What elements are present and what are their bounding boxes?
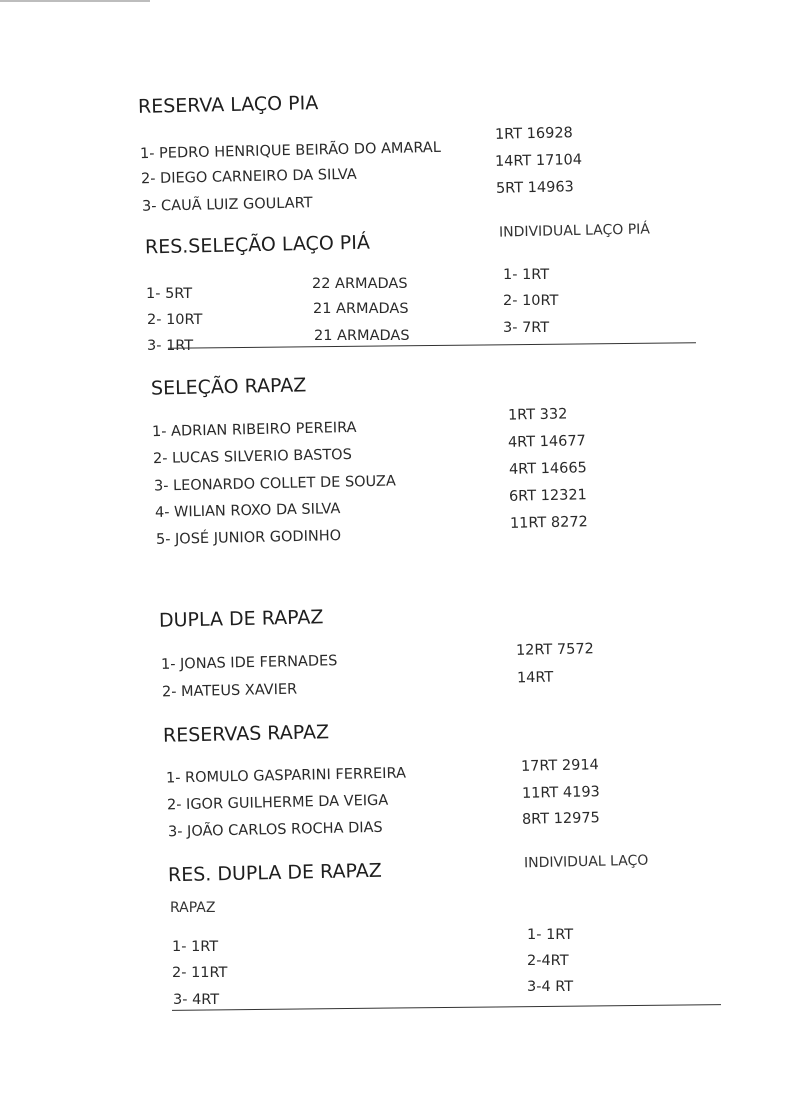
list-item: 2- 10RT [503,293,559,309]
list-item-value: 21 ARMADAS [314,328,410,344]
list-item: 3- 4RT [173,992,220,1008]
list-item: 3- CAUÃ LUIZ GOULART [141,195,313,215]
list-item-value: 17RT 2914 [520,757,599,775]
section-subtitle: RAPAZ [170,900,216,916]
list-item-value: 14RT [516,669,554,687]
section-title-individual-laco: INDIVIDUAL LAÇO [523,852,649,872]
list-item: 2- 11RT [172,965,228,981]
list-item-value: 22 ARMADAS [312,276,408,292]
scan-edge [0,0,150,2]
list-item-value: 1RT 332 [507,406,568,424]
list-item: 2- IGOR GUILHERME DA VEIGA [166,792,389,814]
list-item: 3-4 RT [527,979,574,995]
list-item: 3- JOÃO CARLOS ROCHA DIAS [167,819,383,841]
list-item: 1- ROMULO GASPARINI FERREIRA [165,765,407,787]
list-item: 3- LEONARDO COLLET DE SOUZA [153,473,396,495]
list-item-value: 6RT 12321 [508,487,587,505]
section-title-res-dupla-de-rapaz: RES. DUPLA DE RAPAZ [167,859,382,887]
list-item-value: 1RT 16928 [494,125,573,143]
list-item: 1- JONAS IDE FERNADES [160,653,338,673]
list-item-value: 4RT 14677 [507,433,586,451]
list-item-value: 14RT 17104 [494,152,583,170]
list-item: 1- PEDRO HENRIQUE BEIRÃO DO AMARAL [139,139,442,163]
list-item: 4- WILIAN ROXO DA SILVA [154,501,341,521]
list-item-value: 21 ARMADAS [313,301,409,317]
list-item: 2- MATEUS XAVIER [161,681,298,701]
section-title-reservas-rapaz: RESERVAS RAPAZ [162,721,330,747]
list-item-value: 12RT 7572 [515,641,594,659]
list-item-value: 11RT 4193 [521,784,600,802]
list-item: 1- 5RT [146,286,193,302]
section-title-individual-laco-pia: INDIVIDUAL LAÇO PIÁ [498,221,651,241]
list-item: 2-4RT [527,953,569,969]
divider [172,1004,721,1011]
list-item-value: 11RT 8272 [509,514,588,532]
list-item: 2- DIEGO CARNEIRO DA SILVA [140,166,357,188]
list-item: 5- JOSÉ JUNIOR GODINHO [155,528,342,548]
section-title-selecao-rapaz: SELEÇÃO RAPAZ [150,374,307,400]
list-item: 3- 7RT [503,320,550,336]
list-item: 1- 1RT [527,927,574,943]
list-item: 2- 10RT [147,312,203,328]
list-item: 1- 1RT [172,939,219,955]
list-item: 1- 1RT [503,267,550,283]
list-item: 3- 1RT [147,338,194,354]
section-title-res-selecao-laco-pia: RES.SELEÇÃO LAÇO PIÁ [144,231,371,259]
divider [168,342,696,349]
list-item-value: 8RT 12975 [521,810,600,828]
section-title-reserva-laco-pia: RESERVA LAÇO PIA [137,92,319,118]
list-item-value: 4RT 14665 [508,460,587,478]
list-item: 1- ADRIAN RIBEIRO PEREIRA [151,419,357,441]
list-item-value: 5RT 14963 [495,179,574,197]
list-item: 2- LUCAS SILVERIO BASTOS [152,446,352,468]
section-title-dupla-de-rapaz: DUPLA DE RAPAZ [158,606,324,632]
